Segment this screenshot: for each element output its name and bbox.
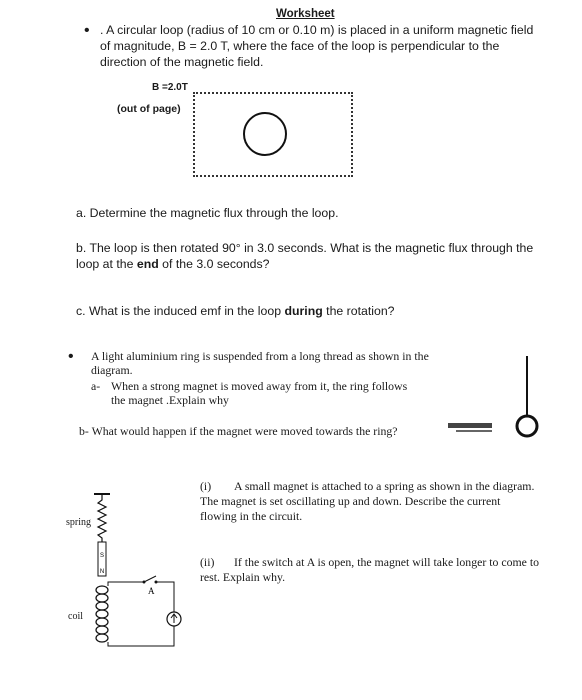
part-i-marker: (i)	[200, 479, 212, 493]
coil	[96, 586, 108, 642]
spring	[98, 494, 106, 542]
ring-magnet-diagram	[440, 352, 550, 447]
question-c-emphasis: during	[284, 304, 323, 318]
spring-part-i	[200, 479, 540, 524]
meter-icon	[167, 612, 181, 626]
switch-contact	[155, 581, 158, 584]
magnet-s-pole: S	[99, 553, 105, 559]
spring-label: spring	[66, 517, 91, 528]
field-direction-label: (out of page)	[117, 103, 181, 115]
problem-intro: . A circular loop (radius of 10 cm or 0.10 m) is placed in a uniform magnetic field of magnitude, B = 2.0 T, where the face of the loop is perpendicular to the direction of the magnetic field.	[100, 23, 534, 69]
question-c-text-end: the rotation?	[322, 304, 395, 318]
circuit-wires	[108, 576, 174, 646]
ring-problem-intro: A light aluminium ring is suspended from a long thread as shown in the diagram.	[91, 349, 429, 377]
worksheet-title: Worksheet	[276, 8, 335, 20]
question-a: a. Determine the magnetic flux through the loop.	[76, 206, 339, 220]
question-c	[76, 303, 395, 319]
ring-part-b-text: b- What would happen if the magnet were moved towards the ring?	[79, 424, 398, 438]
coil-label: coil	[68, 611, 83, 622]
ring-part-a-marker: a-	[91, 379, 101, 393]
field-strength-label: B =2.0T	[152, 82, 188, 93]
magnet-n-pole: N	[99, 569, 105, 575]
bullet: •	[68, 348, 74, 365]
question-b	[76, 240, 546, 272]
part-ii-marker: (ii)	[200, 555, 215, 569]
magnet	[98, 542, 106, 576]
spring-magnet-circuit	[86, 488, 196, 658]
question-c-text: c. What is the induced emf in the loop	[76, 304, 285, 318]
bar-magnet	[448, 423, 492, 432]
bullet: •	[84, 22, 90, 39]
aluminium-ring	[517, 416, 537, 436]
spring-part-ii	[200, 555, 540, 585]
question-b-emphasis: end	[136, 257, 159, 271]
question-b-text-end: of the 3.0 seconds?	[158, 257, 270, 271]
part-ii-text: If the switch at A is open, the magnet will take longer to come to rest. Explain why.	[200, 555, 540, 584]
question-b-text: b. The loop is then rotated 90° in 3.0 seconds. What is the magnetic flux through the loop at the	[76, 241, 534, 271]
ring-part-a-text: When a strong magnet is moved away from it, the ring follows the magnet .Explain why	[111, 379, 408, 407]
part-i-text-1: A small magnet is attached to a spring as shown in the diagram.	[234, 479, 535, 493]
circular-loop	[243, 112, 287, 156]
switch-label: A	[148, 586, 155, 596]
part-i-text-2: The magnet is set oscillating up and down. Describe the current flowing in the circuit.	[200, 494, 501, 523]
switch-contact	[143, 581, 146, 584]
